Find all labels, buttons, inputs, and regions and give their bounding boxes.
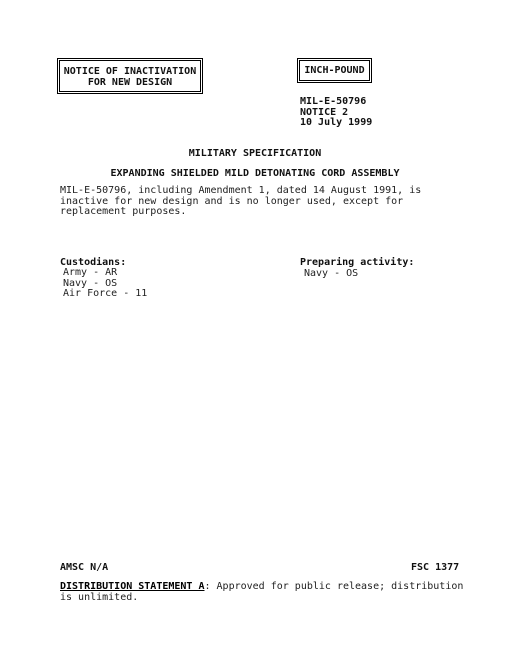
custodians-label: Custodians: [60, 257, 127, 268]
custodian-item: Army - AR [63, 267, 118, 278]
notice-date: 10 July 1999 [300, 117, 373, 128]
spec-type-heading: MILITARY SPECIFICATION [188, 148, 322, 159]
notice-box-line-2: FOR NEW DESIGN [87, 77, 173, 88]
preparing-activity-label: Preparing activity: [300, 257, 415, 268]
spec-title: EXPANDING SHIELDED MILD DETONATING CORD ASSEMBLY [110, 168, 400, 179]
preparing-activity-value: Navy - OS [304, 268, 359, 279]
amsc-code: AMSC N/A [60, 562, 109, 573]
notice-number: NOTICE 2 [300, 106, 349, 118]
custodians-list [63, 268, 147, 300]
distribution-statement-text: : Approved for public release; distribution is unlimited. [60, 581, 464, 603]
distribution-statement-lead: DISTRIBUTION STATEMENT A [60, 581, 205, 592]
document-identifier [300, 97, 372, 129]
inch-pound-label: INCH-POUND [304, 65, 365, 76]
custodian-item: Navy - OS [63, 277, 118, 289]
fsc-code: FSC 1377 [411, 562, 460, 573]
inactivation-notice-box [59, 60, 201, 92]
spec-number: MIL-E-50796 [300, 96, 367, 107]
inactivation-paragraph: MIL-E-50796, including Amendment 1, dated 14 August 1991, is inactive for new design and is no longer used, except for replacement purposes. [60, 185, 422, 217]
distribution-statement [60, 582, 465, 603]
custodian-item: Air Force - 11 [63, 288, 148, 299]
inch-pound-box [299, 60, 370, 81]
notice-box-line-1: NOTICE OF INACTIVATION [63, 66, 197, 77]
